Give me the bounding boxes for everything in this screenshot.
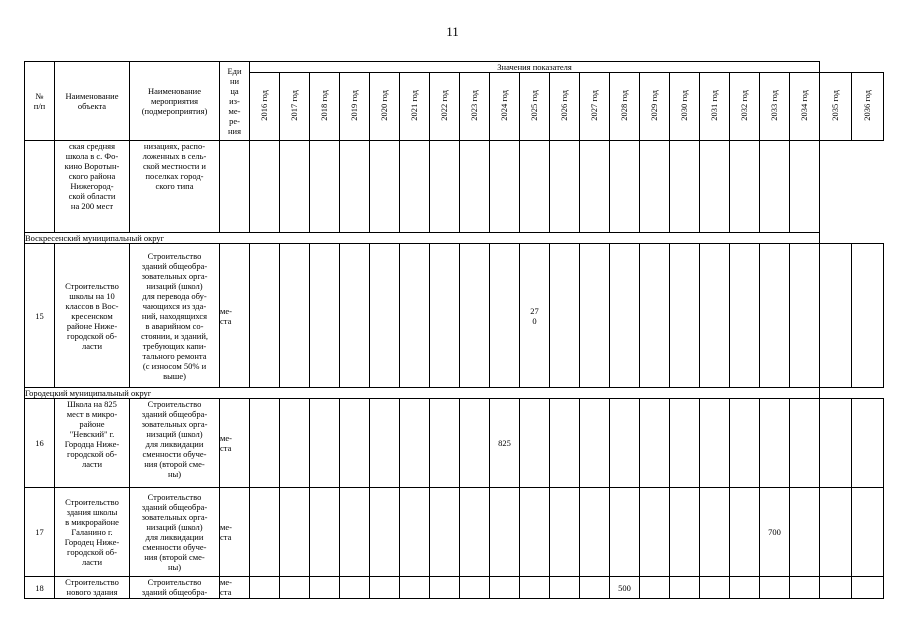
- object-name: ская средняя школа в с. Фо- кино Воротын- ского района Нижегород- ской области на 200 мест: [55, 141, 130, 233]
- header-year: 2036 год: [852, 73, 884, 141]
- measure-name: Строительство зданий общеобра-: [130, 577, 220, 599]
- header-year: 2023 год: [460, 73, 490, 141]
- header-number: № п/п: [25, 62, 55, 141]
- header-year: 2035 год: [820, 73, 852, 141]
- value-2033: 700: [760, 488, 790, 577]
- row-number: 18: [25, 577, 55, 599]
- header-year: 2016 год: [250, 73, 280, 141]
- measure-name: Строительство зданий общеобра- зовательных орга- низаций (школ) для ликвидации сменности обуче- ния (второй сме- ны): [130, 399, 220, 488]
- header-year: 2033 год: [760, 73, 790, 141]
- section-gorodetsky: Городецкий муниципальный округ: [25, 388, 820, 399]
- header-year: 2019 год: [340, 73, 370, 141]
- header-year: 2020 год: [370, 73, 400, 141]
- table-row: [25, 488, 884, 577]
- header-year: 2027 год: [580, 73, 610, 141]
- table-row: [25, 244, 884, 388]
- measure-name: Строительство зданий общеобра- зовательных орга- низаций (школ) для ликвидации сменности обуче- ния (второй сме- ны): [130, 488, 220, 577]
- unit: ме- ста: [220, 577, 250, 599]
- header-year: 2028 год: [610, 73, 640, 141]
- table-row: [25, 577, 884, 599]
- measure-name: Строительство зданий общеобра- зовательных орга- низаций (школ) для перевода обу- чающихся из зда- ний, находящихся в аварийном со- стоянии, и зданий, требующих капи- тального ремонта (с износом 50% и выше): [130, 244, 220, 388]
- header-year: 2032 год: [730, 73, 760, 141]
- indicator-table: [24, 61, 884, 599]
- header-year: 2022 год: [430, 73, 460, 141]
- header-measure-name: Наименование мероприятия (подмероприятия): [130, 62, 220, 141]
- object-name: Строительство нового здания: [55, 577, 130, 599]
- header-year: 2026 год: [550, 73, 580, 141]
- object-name: Строительство школы на 10 классов в Вос- кресенском районе Ниже- городской об- ласти: [55, 244, 130, 388]
- header-year: 2024 год: [490, 73, 520, 141]
- object-name: Строительство здания школы в микрорайоне Галанино г. Городец Ниже- городской об- ласти: [55, 488, 130, 577]
- unit: ме- ста: [220, 399, 250, 488]
- value-2028: 500: [610, 577, 640, 599]
- row-number: 15: [25, 244, 55, 388]
- value-2024: 825: [490, 399, 520, 488]
- unit: ме- ста: [220, 488, 250, 577]
- header-year: 2030 год: [670, 73, 700, 141]
- measure-name: низациях, распо- ложенных в сель- ской местности и поселках город- ского типа: [130, 141, 220, 233]
- value-2025: 27 0: [520, 244, 550, 388]
- header-year: 2018 год: [310, 73, 340, 141]
- header-unit: Еди ни ца из- ме- ре- ния: [220, 62, 250, 141]
- object-name: Школа на 825 мест в микро- районе "Невский" г. Городца Ниже- городской об- ласти: [55, 399, 130, 488]
- table-row: [25, 141, 884, 233]
- row-number: 17: [25, 488, 55, 577]
- header-year: 2021 год: [400, 73, 430, 141]
- header-year: 2029 год: [640, 73, 670, 141]
- row-number: 16: [25, 399, 55, 488]
- section-voskresensky: Воскресенский муниципальный округ: [25, 233, 820, 244]
- table-row: [25, 399, 884, 488]
- unit: ме- ста: [220, 244, 250, 388]
- header-values-caption: Значения показателя: [250, 62, 820, 73]
- header-year: 2034 год: [790, 73, 820, 141]
- header-year: 2031 год: [700, 73, 730, 141]
- header-year: 2025 год: [520, 73, 550, 141]
- page-number: 11: [446, 24, 459, 39]
- header-year: 2017 год: [280, 73, 310, 141]
- header-object-name: Наименование объекта: [55, 62, 130, 141]
